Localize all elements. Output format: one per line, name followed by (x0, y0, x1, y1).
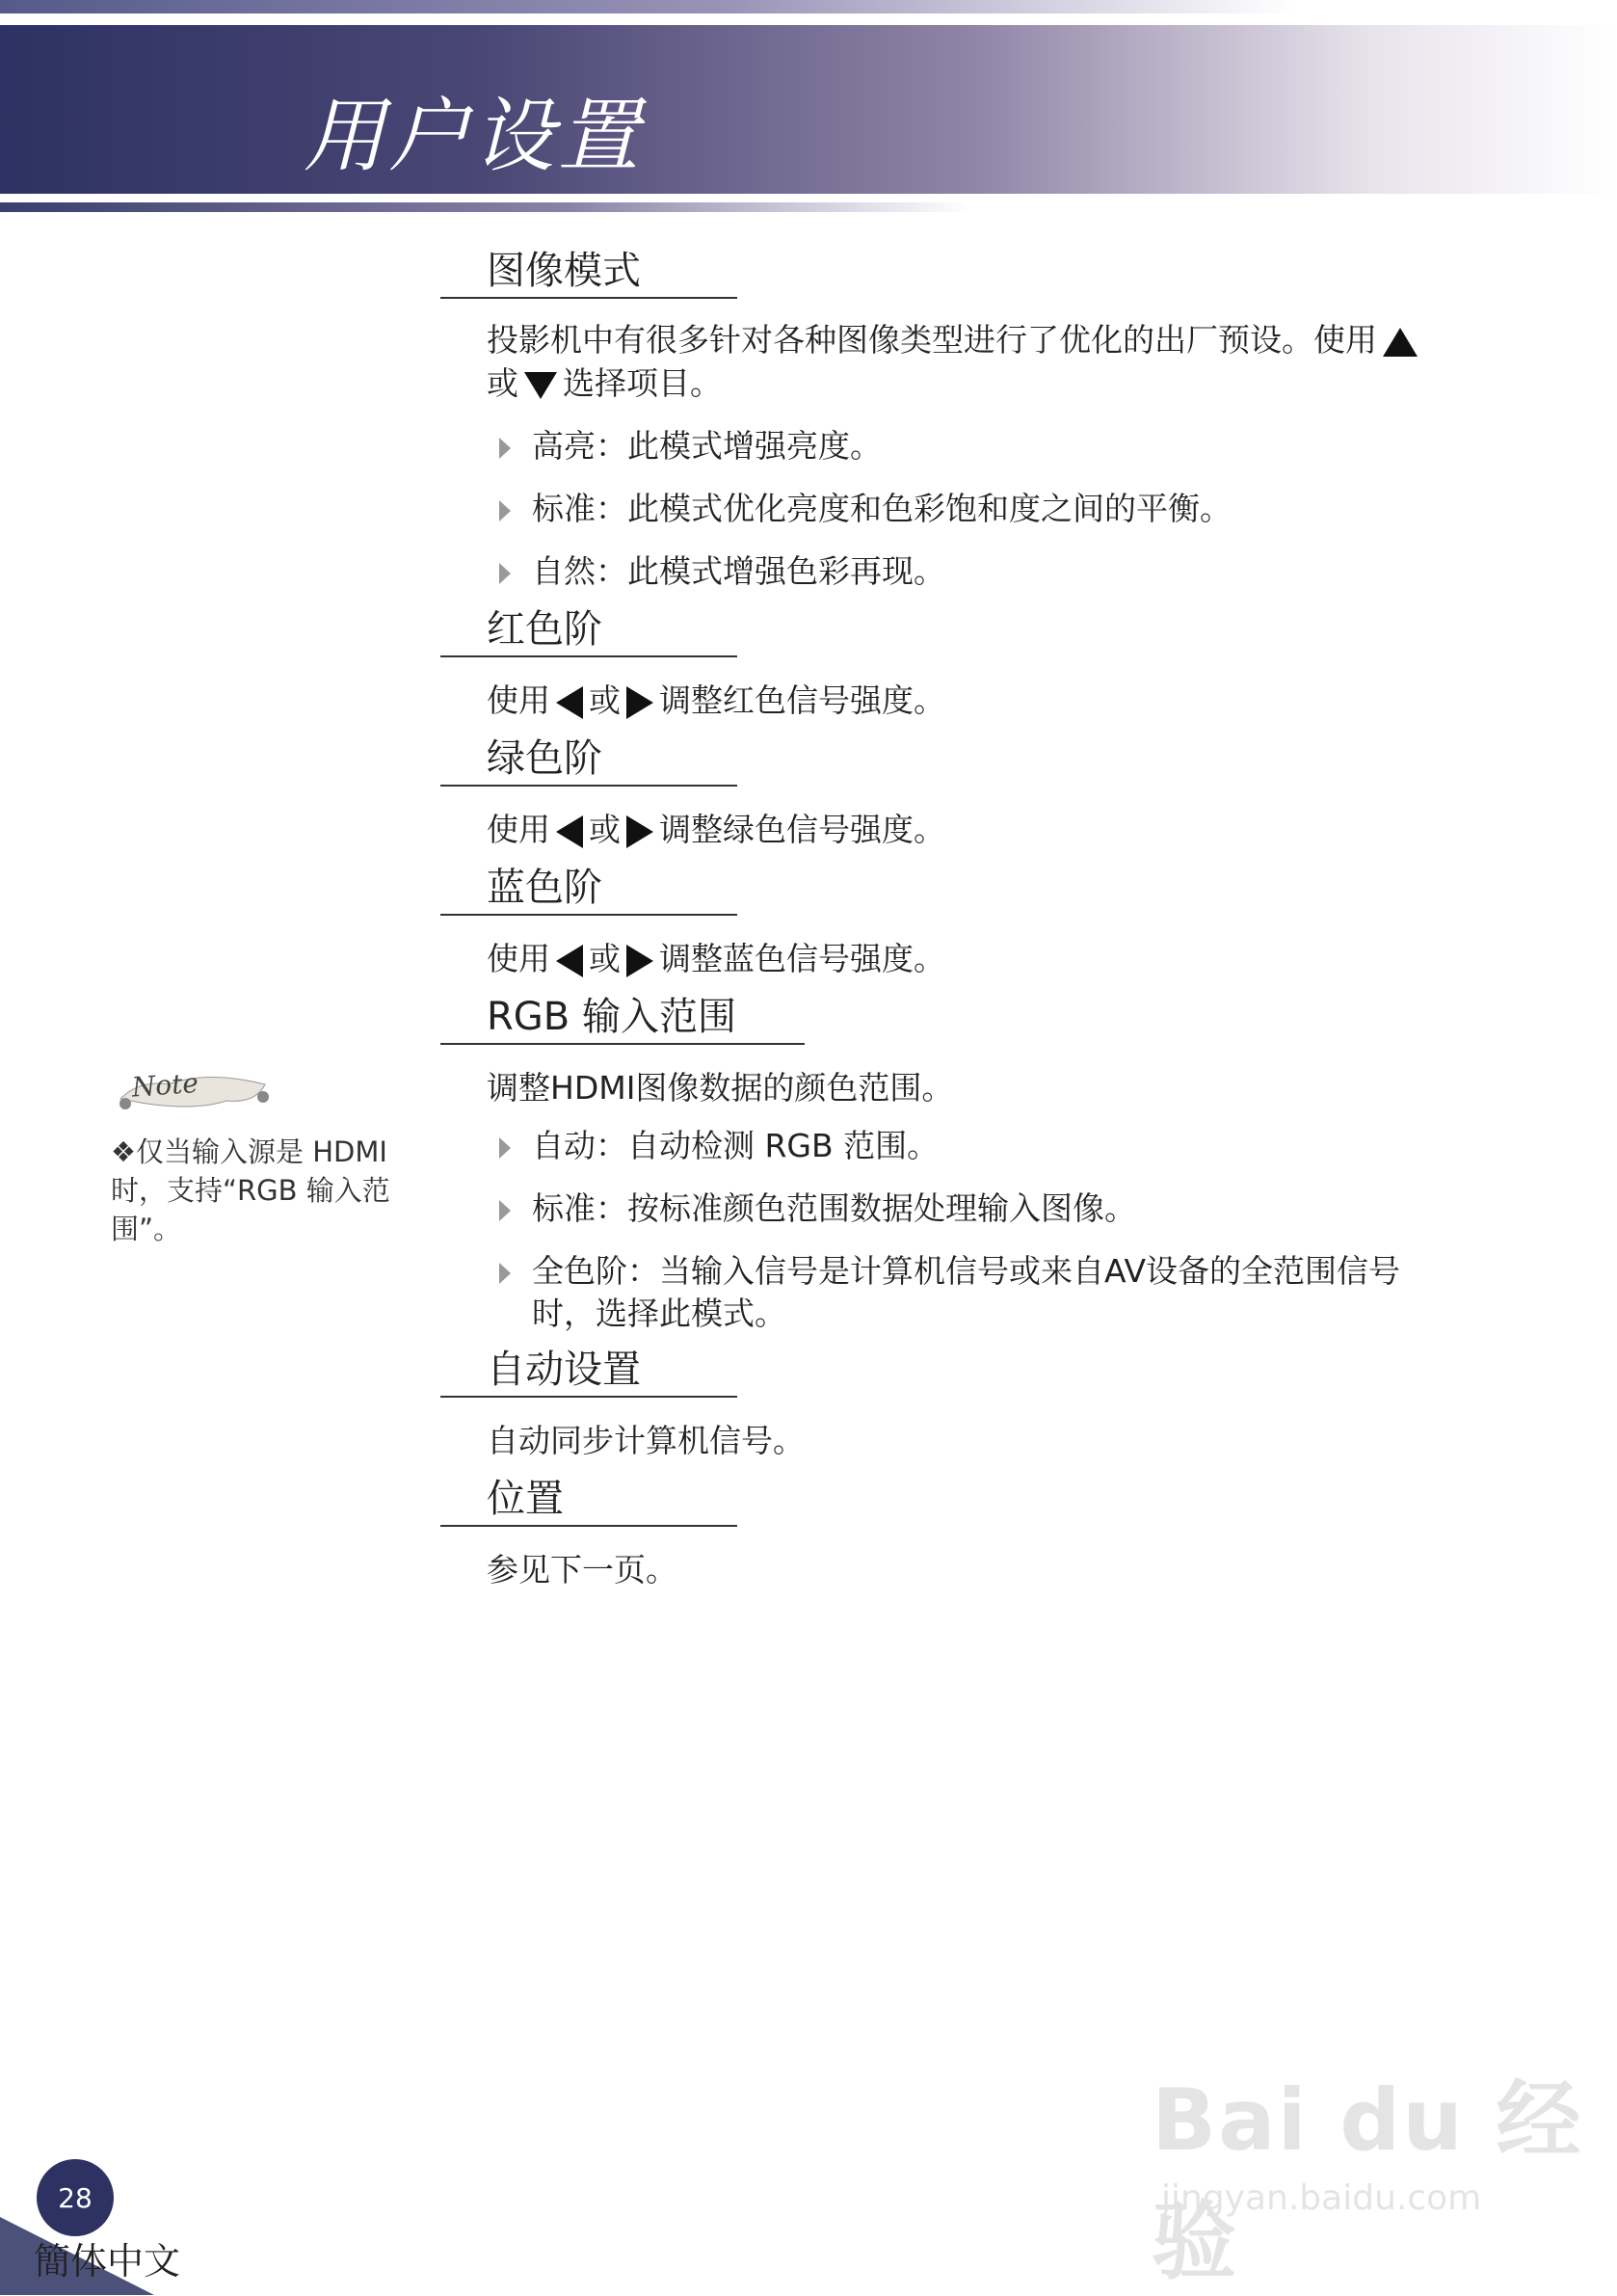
heading-image-mode: 图像模式 (440, 247, 737, 299)
list-item: 自然：此模式增强色彩再现。 (499, 549, 945, 593)
note-label: Note (130, 1066, 199, 1104)
list-item: 标准：按标准颜色范围数据处理输入图像。 (499, 1187, 1136, 1230)
up-arrow-icon (1383, 328, 1418, 357)
bullet-arrow-icon (499, 1263, 511, 1284)
header-underline (0, 202, 1617, 212)
heading-blue: 蓝色阶 (440, 864, 737, 916)
page-title: 用户设置 (304, 89, 644, 183)
language-label: 簡体中文 (34, 2240, 181, 2283)
bullet-arrow-icon (499, 1200, 511, 1221)
rgb-range-desc: 调整HDMI图像数据的颜色范围。 (487, 1069, 954, 1107)
bullet-arrow-icon (499, 500, 511, 521)
down-arrow-icon (524, 372, 557, 399)
top-decor-line (0, 0, 1617, 13)
list-item: 自动：自动检测 RGB 范围。 (499, 1124, 939, 1167)
list-item: 全色阶：当输入信号是计算机信号或来自AV设备的全范围信号 (499, 1249, 1400, 1293)
watermark-logo: Bai du 经验 (1152, 2070, 1583, 2291)
left-arrow-icon (556, 945, 583, 977)
bullet-arrow-icon (499, 563, 511, 584)
blue-desc: 使用 或 调整蓝色信号强度。 (487, 940, 945, 977)
list-item: 标准：此模式优化亮度和色彩饱和度之间的平衡。 (499, 487, 1232, 530)
image-mode-desc-a: 投影机中有很多针对各种图像类型进行了优化的出厂预设。使用 (487, 321, 1377, 359)
bullet-arrow-icon (499, 1137, 511, 1159)
heading-auto-setup: 自动设置 (440, 1346, 737, 1398)
left-arrow-icon (556, 815, 583, 848)
auto-setup-desc: 自动同步计算机信号。 (487, 1422, 805, 1459)
heading-red: 红色阶 (440, 605, 737, 657)
page-number: 28 (37, 2159, 114, 2236)
left-arrow-icon (556, 686, 583, 719)
image-mode-desc-b: 或 (487, 364, 518, 402)
right-arrow-icon (626, 815, 653, 848)
red-desc: 使用 或 调整红色信号强度。 (487, 681, 945, 719)
right-arrow-icon (626, 686, 653, 719)
watermark-url: jingyan.baidu.com (1161, 2178, 1482, 2218)
note-text: ❖仅当输入源是 HDMI 时，支持“RGB 输入范 围”。 (111, 1135, 390, 1245)
image-mode-desc (487, 318, 1518, 405)
bullet-arrow-icon (499, 438, 511, 459)
list-item-continuation: 时，选择此模式。 (532, 1295, 786, 1332)
list-item: 高亮：此模式增强亮度。 (499, 424, 882, 467)
note-scroll-icon (111, 1060, 275, 1118)
position-desc: 参见下一页。 (487, 1551, 677, 1589)
heading-position: 位置 (440, 1475, 737, 1527)
heading-rgb-range: RGB 输入范围 (440, 993, 805, 1045)
green-desc: 使用 或 调整绿色信号强度。 (487, 811, 945, 848)
image-mode-desc-c: 选择项目。 (563, 364, 722, 402)
heading-green: 绿色阶 (440, 734, 737, 787)
right-arrow-icon (626, 945, 653, 977)
header-banner (0, 25, 1617, 194)
